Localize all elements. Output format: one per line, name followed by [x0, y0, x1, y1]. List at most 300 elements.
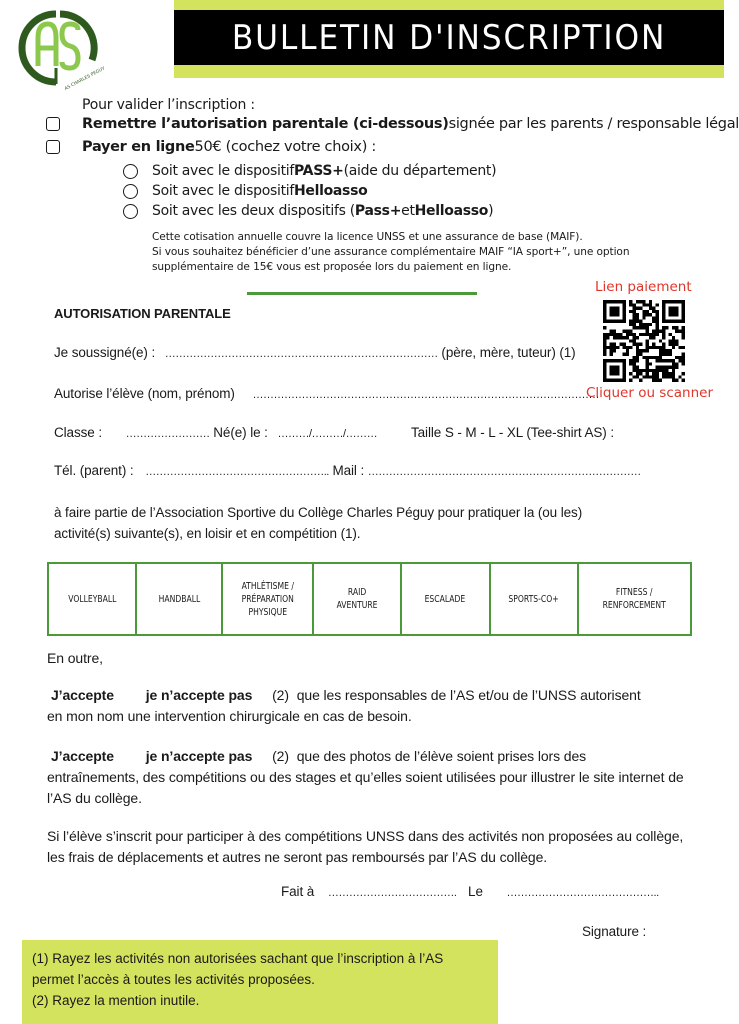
note-line: supplémentaire de 15€ vous est proposée lors du paiement en ligne.	[152, 261, 512, 273]
refuse-option[interactable]: je n’accepte pas	[145, 748, 253, 764]
field-tel-mail[interactable]	[54, 463, 641, 478]
option-text: Soit avec le dispositif	[152, 163, 294, 179]
qr-module	[682, 359, 685, 362]
qr-module	[629, 359, 632, 362]
qr-module	[659, 366, 662, 369]
qr-module	[655, 310, 658, 313]
qr-module	[652, 346, 655, 349]
qr-module	[636, 307, 639, 310]
activity-label	[242, 580, 294, 619]
activity-label-line: PHYSIQUE	[248, 606, 288, 618]
qr-module	[672, 326, 675, 329]
qr-module	[629, 330, 632, 333]
qr-module	[606, 346, 609, 349]
qr-module	[652, 379, 655, 382]
note-line: Si vous souhaitez bénéficier d’une assurance complémentaire MAIF “IA sport+”, une option	[152, 246, 630, 258]
qr-module	[633, 339, 636, 342]
qr-module	[682, 333, 685, 336]
activity-label	[68, 593, 116, 606]
qr-module	[659, 349, 662, 352]
qr-module	[662, 346, 665, 349]
field-label: Classe :	[54, 425, 102, 440]
qr-module	[610, 346, 613, 349]
consent-text: que des photos de l’élève soient prises lors des	[296, 748, 587, 764]
page-title: BULLETIN D'INSCRIPTION	[231, 17, 667, 58]
qr-module	[678, 375, 681, 378]
checklist-rest: signée par les parents / responsable légal	[448, 116, 739, 132]
qr-module	[675, 356, 678, 359]
qr-module	[603, 333, 606, 336]
qr-module	[669, 366, 672, 369]
option-bold: PASS+	[293, 163, 344, 179]
qr-module	[636, 326, 639, 329]
qr-module	[646, 369, 649, 372]
qr-module	[616, 346, 619, 349]
consent-photos	[47, 746, 697, 809]
qr-module	[672, 359, 675, 362]
qr-module	[633, 310, 636, 313]
qr-module	[669, 343, 672, 346]
qr-module	[662, 352, 665, 355]
intro-text: Pour valider l’inscription :	[82, 97, 255, 113]
qr-module	[610, 352, 613, 355]
qr-top-label: Lien paiement	[595, 279, 692, 295]
qr-module	[610, 333, 613, 336]
qr-module	[652, 336, 655, 339]
activities-table	[47, 562, 692, 636]
activity-label	[603, 586, 666, 612]
qr-module	[646, 362, 649, 365]
field-soussigne[interactable]	[54, 345, 576, 360]
qr-module	[642, 326, 645, 329]
qr-module	[649, 323, 652, 326]
qr-module	[662, 343, 665, 346]
footnote-2: (2) Rayez la mention inutile.	[32, 993, 200, 1008]
qr-module	[603, 343, 606, 346]
qr-module	[659, 369, 662, 372]
qr-module	[629, 323, 632, 326]
qr-module	[610, 349, 613, 352]
qr-module	[649, 303, 652, 306]
qr-module	[682, 330, 685, 333]
footnote-ref: (2)	[272, 687, 289, 703]
qr-module	[665, 375, 668, 378]
qr-module	[678, 346, 681, 349]
field-label: Fait à	[281, 884, 315, 899]
field-label: Je soussigné(e) :	[54, 345, 156, 360]
qr-module	[636, 320, 639, 323]
qr-module	[659, 346, 662, 349]
text-line: à faire partie de l’Association Sportive du Collège Charles Péguy pour pratiquer la (ou les)	[54, 505, 583, 520]
activity-label-line: ATHLÉTISME /	[241, 580, 295, 592]
qr-module	[629, 310, 632, 313]
fill-line[interactable]: ……………………………….	[327, 887, 457, 899]
qr-module	[629, 372, 632, 375]
checkbox[interactable]	[46, 117, 60, 131]
signature-label[interactable]: Signature :	[582, 924, 647, 939]
qr-module	[682, 362, 685, 365]
qr-module	[655, 366, 658, 369]
activity-cell[interactable]	[222, 563, 313, 635]
activity-label-line: RAID	[347, 587, 367, 598]
qr-module	[633, 323, 636, 326]
consent-text: en mon nom une intervention chirurgicale en cas de besoin.	[47, 708, 412, 724]
qr-module	[655, 333, 658, 336]
qr-module	[655, 379, 658, 382]
qr-module	[655, 369, 658, 372]
cotisation-note	[152, 230, 629, 275]
qr-module	[613, 330, 616, 333]
qr-module	[646, 346, 649, 349]
qr-module	[616, 336, 619, 339]
qr-module	[636, 300, 639, 303]
qr-module	[665, 352, 668, 355]
qr-module	[652, 320, 655, 323]
activity-cell[interactable]	[313, 563, 401, 635]
qr-finder	[669, 307, 679, 317]
qr-module	[629, 339, 632, 342]
checklist-bold: Remettre l’autorisation parentale (ci-dessous)	[82, 116, 449, 132]
qr-module	[636, 375, 639, 378]
qr-module	[665, 359, 668, 362]
qr-module	[655, 316, 658, 319]
qr-module	[678, 356, 681, 359]
qr-module	[629, 362, 632, 365]
fill-line[interactable]: ……………………………………………..	[145, 466, 329, 478]
qr-module	[603, 326, 606, 329]
radio-button[interactable]	[123, 164, 138, 179]
qr-module	[655, 372, 658, 375]
field-suffix: (père, mère, tuteur) (1)	[441, 345, 576, 360]
qr-module	[610, 343, 613, 346]
qr-module	[649, 369, 652, 372]
qr-module	[642, 369, 645, 372]
field-label: Autorise l’élève (nom, prénom)	[54, 386, 235, 401]
qr-module	[675, 366, 678, 369]
qr-module	[652, 375, 655, 378]
qr-module	[672, 369, 675, 372]
checklist-item-autorisation[interactable]	[46, 116, 739, 132]
qr-module	[646, 375, 649, 378]
qr-module	[669, 349, 672, 352]
divider	[247, 292, 477, 295]
qr-module	[616, 333, 619, 336]
qr-module	[633, 320, 636, 323]
qr-module	[649, 356, 652, 359]
qr-module	[649, 336, 652, 339]
qr-module	[642, 356, 645, 359]
qr-module	[610, 330, 613, 333]
qr-module	[633, 316, 636, 319]
qr-module	[655, 359, 658, 362]
qr-module	[639, 369, 642, 372]
activity-label-line: HANDBALL	[158, 593, 200, 605]
qr-module	[646, 356, 649, 359]
field-label: Tél. (parent) :	[54, 463, 134, 478]
qr-module	[669, 339, 672, 342]
activity-cell[interactable]	[490, 563, 579, 635]
fait-a-line[interactable]	[281, 884, 659, 899]
qr-module	[623, 352, 626, 355]
qr-module	[672, 346, 675, 349]
payment-option-helloasso[interactable]	[123, 183, 367, 199]
qr-module	[636, 369, 639, 372]
qr-module	[652, 330, 655, 333]
activity-label-line: SPORTS-CO+	[508, 593, 560, 605]
qr-module	[678, 330, 681, 333]
qr-module	[678, 359, 681, 362]
consent-surgery	[47, 685, 697, 727]
qr-module	[633, 356, 636, 359]
qr-module	[649, 307, 652, 310]
qr-module	[659, 379, 662, 382]
qr-module	[629, 333, 632, 336]
qr-module	[652, 369, 655, 372]
activity-cell[interactable]	[48, 563, 136, 635]
field-label: Mail :	[332, 463, 365, 478]
payment-option-pass[interactable]	[123, 163, 496, 179]
qr-module	[675, 362, 678, 365]
qr-module	[655, 326, 658, 329]
qr-module	[606, 336, 609, 339]
option-text: (aide du département)	[343, 163, 497, 179]
activity-label	[337, 586, 378, 612]
qr-module	[652, 333, 655, 336]
activity-label-line: AVENTURE	[336, 600, 378, 611]
option-bold: Helloasso	[414, 203, 489, 219]
qr-module	[655, 320, 658, 323]
qr-module	[642, 375, 645, 378]
qr-module	[675, 379, 678, 382]
qr-module	[639, 307, 642, 310]
text-line: activité(s) suivante(s), en loisir et en compétition (1).	[54, 526, 361, 541]
qr-module	[633, 366, 636, 369]
payment-qr-code[interactable]	[603, 300, 685, 382]
qr-module	[682, 346, 685, 349]
qr-module	[606, 333, 609, 336]
radio-button[interactable]	[123, 184, 138, 199]
footnote-ref: (2)	[272, 748, 289, 764]
qr-module	[629, 346, 632, 349]
qr-module	[646, 339, 649, 342]
accept-option[interactable]: J’accepte	[51, 748, 114, 764]
qr-module	[633, 326, 636, 329]
qr-module	[675, 330, 678, 333]
qr-module	[652, 316, 655, 319]
qr-module	[662, 326, 665, 329]
qr-module	[633, 375, 636, 378]
qr-module	[639, 326, 642, 329]
footnotes-box	[22, 940, 498, 1024]
qr-module	[639, 352, 642, 355]
qr-module	[642, 316, 645, 319]
qr-module	[626, 346, 629, 349]
qr-finder	[610, 307, 620, 317]
checklist-item-paiement[interactable]	[46, 139, 376, 155]
qr-module	[636, 359, 639, 362]
qr-module	[642, 303, 645, 306]
qr-module	[662, 375, 665, 378]
qr-module	[662, 330, 665, 333]
activity-label-line: PRÉPARATION	[241, 593, 294, 605]
activity-label	[425, 593, 466, 606]
fill-line[interactable]: ……………………………………………………………………	[367, 466, 641, 478]
qr-bottom-label[interactable]: Cliquer ou scanner	[586, 385, 714, 401]
qr-module	[633, 369, 636, 372]
qr-module	[619, 336, 622, 339]
refuse-option[interactable]: je n’accepte pas	[145, 687, 253, 703]
activity-label-line: ESCALADE	[424, 593, 466, 605]
qr-module	[646, 330, 649, 333]
qr-module	[659, 330, 662, 333]
qr-module	[626, 330, 629, 333]
field-classe[interactable]	[54, 425, 377, 440]
qr-module	[636, 366, 639, 369]
qr-module	[669, 359, 672, 362]
qr-module	[626, 352, 629, 355]
qr-module	[603, 346, 606, 349]
checklist-bold: Payer en ligne	[82, 139, 195, 155]
qr-module	[652, 307, 655, 310]
field-eleve[interactable]	[54, 386, 599, 401]
qr-module	[655, 330, 658, 333]
qr-module	[662, 366, 665, 369]
qr-module	[655, 356, 658, 359]
activity-label	[158, 593, 200, 606]
qr-module	[626, 333, 629, 336]
qr-module	[669, 375, 672, 378]
qr-module	[662, 349, 665, 352]
payment-option-both[interactable]	[123, 203, 493, 219]
qr-module	[636, 343, 639, 346]
section-title: AUTORISATION PARENTALE	[54, 306, 231, 321]
qr-module	[652, 310, 655, 313]
qr-module	[652, 372, 655, 375]
qr-module	[665, 366, 668, 369]
qr-module	[662, 336, 665, 339]
fill-line[interactable]: ……………………	[125, 428, 210, 440]
qr-module	[665, 369, 668, 372]
activity-cell[interactable]	[578, 563, 691, 635]
qr-module	[682, 352, 685, 355]
qr-module	[636, 356, 639, 359]
qr-module	[633, 343, 636, 346]
option-text: Soit avec le dispositif	[152, 183, 294, 199]
qr-finder	[610, 366, 620, 376]
qr-module	[636, 313, 639, 316]
qr-module	[682, 326, 685, 329]
qr-module	[639, 300, 642, 303]
qr-module	[633, 307, 636, 310]
option-bold: Pass+	[354, 203, 402, 219]
fill-line[interactable]: ……………………………………………………………………	[164, 348, 438, 360]
qr-module	[603, 336, 606, 339]
fill-line[interactable]: ………………………………………………………………………………………	[252, 389, 599, 401]
qr-module	[649, 375, 652, 378]
qr-module	[639, 349, 642, 352]
qr-module	[646, 323, 649, 326]
qr-module	[633, 359, 636, 362]
qr-module	[665, 326, 668, 329]
qr-module	[636, 336, 639, 339]
qr-module	[672, 339, 675, 342]
qr-module	[629, 320, 632, 323]
qr-module	[646, 303, 649, 306]
as-logo	[16, 8, 107, 92]
consent-text: que les responsables de l’AS et/ou de l’UNSS autorisent	[296, 687, 641, 703]
qr-module	[649, 333, 652, 336]
qr-module	[672, 362, 675, 365]
qr-module	[646, 310, 649, 313]
radio-button[interactable]	[123, 204, 138, 219]
qr-module	[682, 379, 685, 382]
qr-module	[639, 343, 642, 346]
qr-module	[636, 352, 639, 355]
activity-cell[interactable]	[401, 563, 490, 635]
qr-module	[662, 369, 665, 372]
qr-module	[646, 343, 649, 346]
note-line: Cette cotisation annuelle couvre la licence UNSS et une assurance de base (MAIF).	[152, 231, 583, 243]
qr-module	[633, 313, 636, 316]
qr-module	[642, 300, 645, 303]
qr-module	[649, 300, 652, 303]
option-text: )	[488, 203, 494, 219]
qr-module	[642, 333, 645, 336]
qr-module	[633, 336, 636, 339]
qr-module	[642, 323, 645, 326]
qr-module	[623, 336, 626, 339]
fill-line[interactable]: ………/………/………	[277, 428, 378, 440]
qr-module	[682, 356, 685, 359]
field-taille[interactable]: Taille S - M - L - XL (Tee-shirt AS) :	[411, 425, 614, 440]
qr-module	[662, 359, 665, 362]
qr-module	[659, 339, 662, 342]
qr-module	[642, 310, 645, 313]
activity-label-line: FITNESS /	[616, 587, 653, 598]
qr-module	[639, 372, 642, 375]
qr-module	[629, 300, 632, 303]
qr-module	[646, 366, 649, 369]
qr-module	[646, 333, 649, 336]
qr-module	[603, 349, 606, 352]
qr-module	[633, 333, 636, 336]
checkbox[interactable]	[46, 140, 60, 154]
qr-module	[646, 326, 649, 329]
qr-module	[672, 336, 675, 339]
qr-module	[682, 372, 685, 375]
checklist-rest: 50€ (cochez votre choix) :	[194, 139, 376, 155]
qr-module	[675, 343, 678, 346]
qr-module	[649, 346, 652, 349]
qr-module	[636, 372, 639, 375]
fill-line[interactable]: ……………………………………..	[506, 887, 659, 899]
qr-module	[636, 349, 639, 352]
qr-module	[655, 313, 658, 316]
activity-cell[interactable]	[136, 563, 223, 635]
qr-module	[613, 349, 616, 352]
qr-module	[659, 356, 662, 359]
qr-module	[655, 323, 658, 326]
qr-module	[655, 303, 658, 306]
qr-module	[675, 339, 678, 342]
qr-module	[623, 346, 626, 349]
header-bar	[174, 10, 724, 65]
qr-module	[659, 359, 662, 362]
qr-module	[626, 349, 629, 352]
activities-row	[48, 563, 691, 635]
qr-module	[675, 326, 678, 329]
accept-option[interactable]: J’accepte	[51, 687, 114, 703]
